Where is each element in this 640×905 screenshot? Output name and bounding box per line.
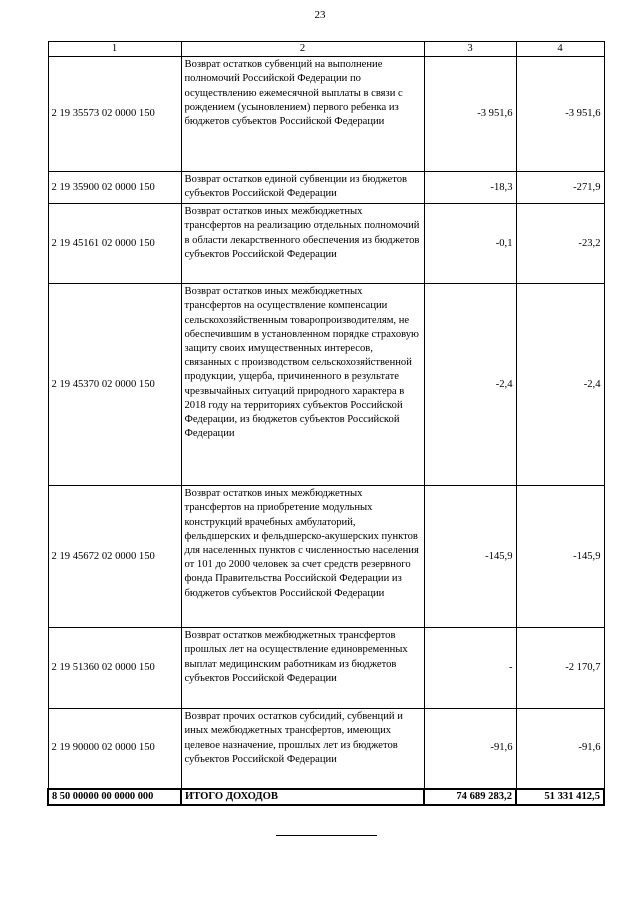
row-description: Возврат остатков иных межбюджетных трансфертов на приобретение модульных конструкций врачебных амбулаторий, фельдшерских и фельдшерско-акушерских пунктов для населенных пунктов с численностью населения от 101 до 2000 человек за счет средств резервного фонда Правительства Российской Федерации из бюджетов субъектов Российской Федерации (181, 486, 424, 628)
row-description: Возврат остатков иных межбюджетных трансфертов на осуществление компенсации сельскохозяйственным товаропроизводителям, не обеспечившим в установленном порядке страховую защиту своих имущественных интересов, связанных с производством сельскохозяйственной продукции, ущерба, причиненного в результате чрезвычайных ситуаций природного характера в 2018 году на территориях субъектов Российской Федерации, из бюджетов субъектов Российской Федерации (181, 284, 424, 486)
table-row (48, 709, 604, 789)
row-description: Возврат остатков единой субвенции из бюджетов субъектов Российской Федерации (181, 172, 424, 204)
row-code: 2 19 45672 02 0000 150 (48, 486, 181, 628)
row-value-col4: -2,4 (516, 284, 604, 486)
row-code: 2 19 51360 02 0000 150 (48, 628, 181, 709)
row-value-col3: - (424, 628, 516, 709)
table-row (48, 628, 604, 709)
row-value-col4: -91,6 (516, 709, 604, 789)
row-code: 2 19 35900 02 0000 150 (48, 172, 181, 204)
total-label: ИТОГО ДОХОДОВ (181, 789, 424, 805)
row-description: Возврат прочих остатков субсидий, субвенций и иных межбюджетных трансфертов, имеющих целевое назначение, прошлых лет из бюджетов субъектов Российской Федерации (181, 709, 424, 789)
total-code: 8 50 00000 00 0000 000 (48, 789, 181, 805)
total-value-col4: 51 331 412,5 (516, 789, 604, 805)
column-header-2: 2 (181, 42, 424, 57)
table-row (48, 486, 604, 628)
revenue-table (47, 41, 605, 806)
total-row (48, 789, 604, 805)
row-value-col3: -3 951,6 (424, 57, 516, 172)
table-row (48, 204, 604, 284)
row-value-col4: -23,2 (516, 204, 604, 284)
table-row (48, 172, 604, 204)
row-value-col4: -271,9 (516, 172, 604, 204)
row-description: Возврат остатков субвенций на выполнение полномочий Российской Федерации по осуществлению ежемесячной выплаты в связи с рождением (усыновлением) первого ребенка из бюджетов субъектов Российской Федерации (181, 57, 424, 172)
row-value-col3: -145,9 (424, 486, 516, 628)
table-row (48, 284, 604, 486)
row-value-col4: -3 951,6 (516, 57, 604, 172)
table-row (48, 57, 604, 172)
row-code: 2 19 45161 02 0000 150 (48, 204, 181, 284)
row-code: 2 19 35573 02 0000 150 (48, 57, 181, 172)
row-code: 2 19 45370 02 0000 150 (48, 284, 181, 486)
row-code: 2 19 90000 02 0000 150 (48, 709, 181, 789)
total-value-col3: 74 689 283,2 (424, 789, 516, 805)
table-header-row (48, 42, 604, 57)
row-description: Возврат остатков иных межбюджетных трансфертов на реализацию отдельных полномочий в области лекарственного обеспечения из бюджетов субъектов Российской Федерации (181, 204, 424, 284)
column-header-4: 4 (516, 42, 604, 57)
row-value-col4: -2 170,7 (516, 628, 604, 709)
row-value-col3: -91,6 (424, 709, 516, 789)
row-value-col3: -2,4 (424, 284, 516, 486)
footnote-divider (276, 835, 377, 836)
row-description: Возврат остатков межбюджетных трансфертов прошлых лет на осуществление единовременных выплат медицинским работникам из бюджетов субъектов Российской Федерации (181, 628, 424, 709)
row-value-col3: -0,1 (424, 204, 516, 284)
page-number: 23 (314, 9, 326, 21)
column-header-3: 3 (424, 42, 516, 57)
column-header-1: 1 (48, 42, 181, 57)
row-value-col4: -145,9 (516, 486, 604, 628)
row-value-col3: -18,3 (424, 172, 516, 204)
